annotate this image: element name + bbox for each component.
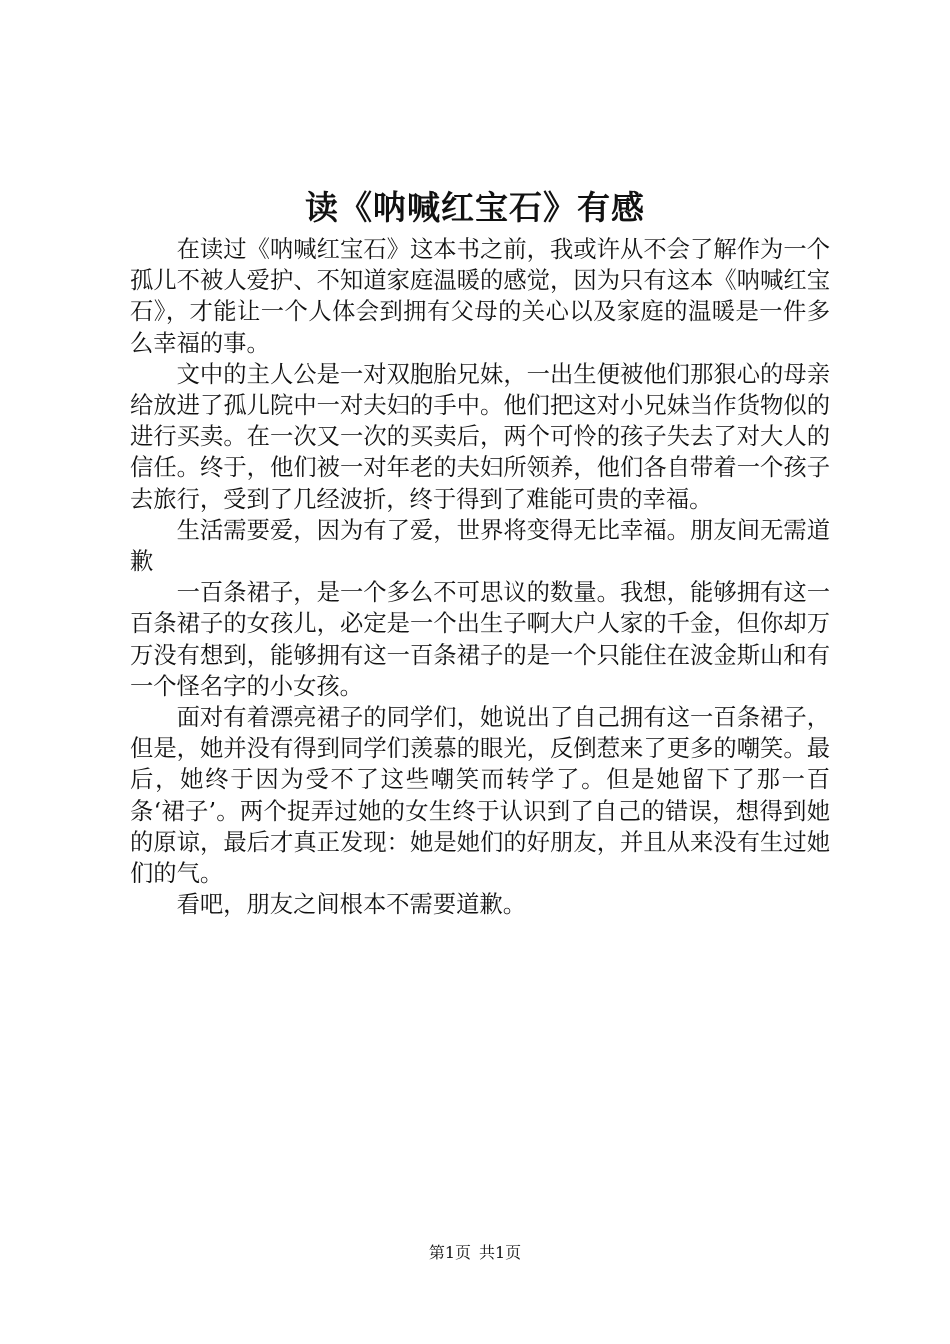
page-total: 共1页 [479,1243,522,1262]
paragraph: 生活需要爱，因为有了爱，世界将变得无比幸福。朋友间无需道歉 [130,516,830,576]
document-title: 读《呐喊红宝石》有感 [305,188,645,227]
paragraph: 一百条裙子，是一个多么不可思议的数量。我想，能够拥有这一百条裙子的女孩儿，必定是一个出生子啊大户人家的千金，但你却万万没有想到，能够拥有这一百条裙子的是一个只能住在波金斯山和有一个怪名字的小女孩。 [130,579,830,700]
page-number: 第1页 [428,1243,471,1262]
paragraph: 在读过《呐喊红宝石》这本书之前，我或许从不会了解作为一个孤儿不被人爱护、不知道家庭温暖的感觉，因为只有这本《呐喊红宝石》，才能让一个人体会到拥有父母的关心以及家庭的温暖是一件多么幸福的事。 [130,236,830,357]
page-footer [0,1242,950,1264]
document-body [130,234,830,920]
paragraph: 面对有着漂亮裙子的同学们，她说出了自己拥有这一百条裙子，但是，她并没有得到同学们羡慕的眼光，反倒惹来了更多的嘲笑。最后，她终于因为受不了这些嘲笑而转学了。但是她留下了那一百条‘裙子’。两个捉弄过她的女生终于认识到了自己的错误，想得到她的原谅，最后才真正发现：她是她们的好朋友，并且从来没有生过她们的气。 [130,704,830,888]
paragraph: 文中的主人公是一对双胞胎兄妹，一出生便被他们那狠心的母亲给放进了孤儿院中一对夫妇的手中。他们把这对小兄妹当作货物似的进行买卖。在一次又一次的买卖后，两个可怜的孩子失去了对大人的信任。终于，他们被一对年老的夫妇所领养，他们各自带着一个孩子去旅行，受到了几经波折，终于得到了难能可贵的幸福。 [130,360,830,513]
paragraph: 看吧，朋友之间根本不需要道歉。 [176,891,527,919]
